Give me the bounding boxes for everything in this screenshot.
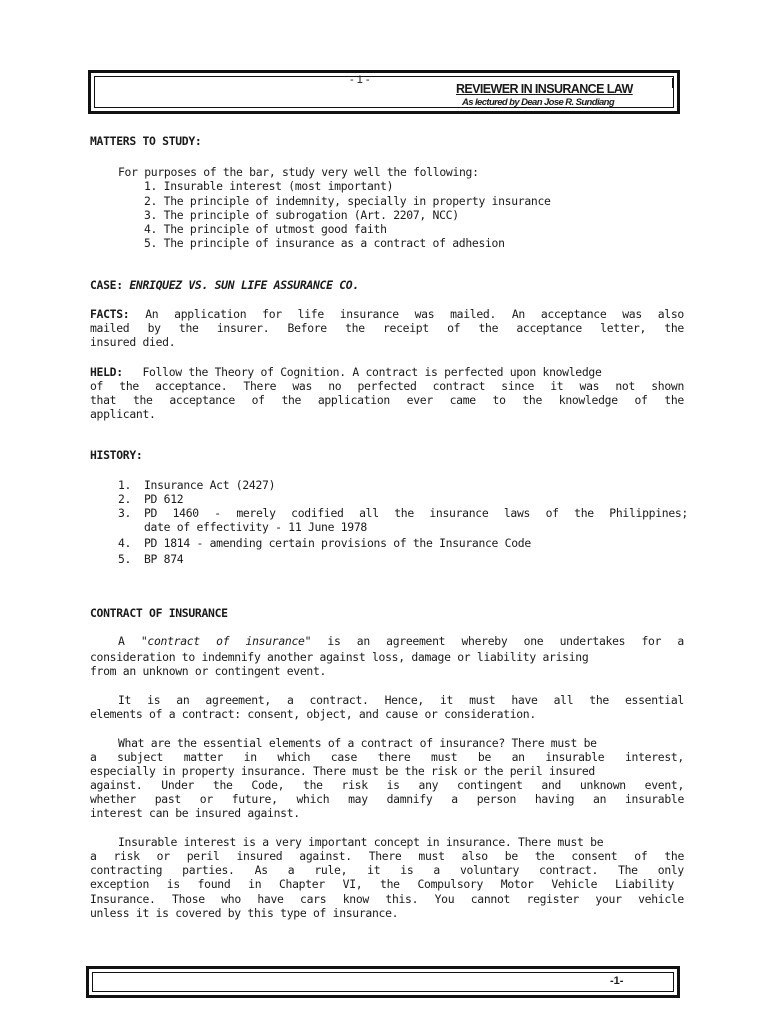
history-num: 4.: [118, 536, 132, 550]
contract-paragraph-line: a subject matter in which case there must be an insurable interest,: [90, 750, 684, 764]
contract-paragraph-line: It is an agreement, a contract. Hence, it must have all the essential: [118, 693, 684, 707]
list-item: 5. The principle of insurance as a contract of adhesion: [144, 236, 505, 250]
matters-heading: MATTERS TO STUDY:: [90, 134, 202, 148]
contract-paragraph-line: A "contract of insurance" is an agreement whereby one undertakes for a: [118, 634, 684, 648]
facts-text: An application for life insurance was mailed. An acceptance was also: [145, 307, 684, 321]
held-line: [90, 365, 602, 379]
list-item: 2. The principle of indemnity, specially in property insurance: [144, 194, 551, 208]
contract-paragraph-line: Insurance. Those who have cars know this. You cannot register your vehicle: [90, 892, 684, 906]
contract-paragraph-line: elements of a contract: consent, object, and cause or consideration.: [90, 707, 536, 721]
contract-paragraph-line: consideration to indemnify another against loss, damage or liability arising: [90, 650, 589, 664]
matters-intro: For purposes of the bar, study very well the following:: [118, 165, 479, 179]
held-line: of the acceptance. There was no perfected contract since it was not shown: [90, 379, 684, 393]
document-subtitle: As lectured by Dean Jose R. Sundiang: [462, 97, 615, 108]
contract-paragraph-line: exception is found in Chapter VI, the Compulsory Motor Vehicle Liability: [90, 877, 674, 891]
contract-paragraph-line: unless it is covered by this type of insurance.: [90, 906, 399, 920]
history-item: Insurance Act (2427): [144, 478, 276, 492]
list-item: 1. Insurable interest (most important): [144, 179, 394, 193]
contract-paragraph-line: Insurable interest is a very important concept in insurance. There must be: [118, 835, 604, 849]
header-mark: [672, 78, 674, 88]
held-line: that the acceptance of the application ever came to the knowledge of the: [90, 393, 684, 407]
history-item: PD 1814 - amending certain provisions of the Insurance Code: [144, 536, 531, 550]
case-name: ENRIQUEZ VS. SUN LIFE ASSURANCE CO.: [129, 278, 359, 292]
contract-term: contract of insurance: [147, 634, 305, 648]
history-num: 5.: [118, 552, 132, 566]
history-num: 2.: [118, 492, 132, 506]
held-label: HELD:: [90, 365, 123, 379]
contract-heading: CONTRACT OF INSURANCE: [90, 606, 228, 620]
contract-paragraph-line: interest can be insured against.: [90, 806, 300, 820]
history-item: PD 612: [144, 492, 184, 506]
history-item: BP 874: [144, 552, 184, 566]
history-num: 3.: [118, 506, 132, 520]
history-item: date of effectivity - 11 June 1978: [144, 520, 367, 534]
page-number-top: - 1 -: [350, 74, 370, 86]
case-label: CASE:: [90, 278, 123, 292]
history-num: 1.: [118, 478, 132, 492]
held-line: applicant.: [90, 407, 156, 421]
list-item: 3. The principle of subrogation (Art. 2207, NCC): [144, 208, 459, 222]
footer-frame: [86, 966, 680, 998]
contract-paragraph-line: from an unknown or contingent event.: [90, 664, 327, 678]
contract-paragraph-line: against. Under the Code, the risk is any contingent and unknown event,: [90, 778, 684, 792]
contract-paragraph-line: a risk or peril insured against. There must also be the consent of the: [90, 849, 684, 863]
contract-paragraph-line: especially in property insurance. There must be the risk or the peril insured: [90, 764, 595, 778]
facts-line: [90, 307, 684, 321]
facts-line: mailed by the insurer. Before the receipt of the acceptance letter, the: [90, 321, 684, 335]
list-item: 4. The principle of utmost good faith: [144, 222, 387, 236]
history-item: PD 1460 - merely codified all the insurance laws of the Philippines;: [144, 506, 688, 520]
facts-line: insured died.: [90, 335, 176, 349]
contract-paragraph-line: contracting parties. As a rule, it is a voluntary contract. The only: [90, 863, 684, 877]
history-heading: HISTORY:: [90, 448, 143, 462]
page-number-bottom: -1-: [610, 975, 624, 987]
facts-label: FACTS:: [90, 307, 130, 321]
document-title: REVIEWER IN INSURANCE LAW: [456, 82, 633, 96]
contract-paragraph-line: What are the essential elements of a contract of insurance? There must be: [118, 736, 597, 750]
held-text: Follow the Theory of Cognition. A contract is perfected upon knowledge: [142, 365, 602, 379]
case-title: [90, 278, 359, 292]
contract-paragraph-line: whether past or future, which may damnify a person having an insurable: [90, 792, 684, 806]
